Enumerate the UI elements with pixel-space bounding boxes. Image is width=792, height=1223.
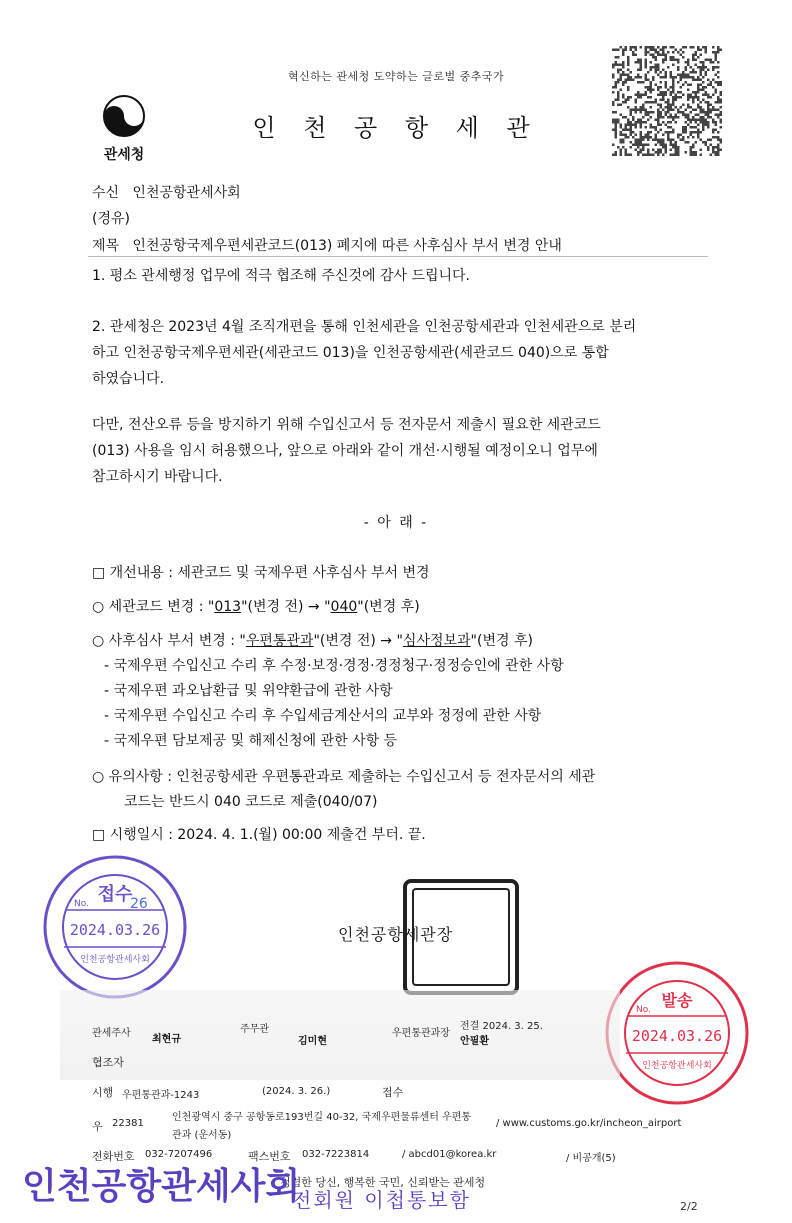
receipt-stamp-no-label: No. [74,899,89,909]
exec-number: 우편통관과-1243 [122,1090,200,1101]
officer-name: 김미현 [298,1036,327,1047]
paragraph-3-line-1: 다만, 전산오류 등을 방지하기 위해 수입신고서 등 전자문서 제출시 필요한 세관코드 [92,417,601,433]
receipt-number: 26 [130,896,148,912]
slogan: 혁신하는 관세청 도약하는 글로벌 중추국가 [287,70,505,83]
fax-label: 팩스번호 [248,1150,291,1163]
item-code-change-mid: "(변경 전) → " [241,599,331,615]
approver-name: 안필환 [460,1036,489,1047]
item-improvement: □ 개선내용 : 세관코드 및 국제우편 사후심사 부서 변경 [92,565,430,581]
paragraph-3-line-3: 참고하시기 바랍니다. [92,469,223,485]
item-dept-change [92,630,533,650]
tel-label: 전화번호 [92,1150,135,1163]
website-url: / www.customs.go.kr/incheon_airport [496,1118,682,1129]
recipient-label: 수신 [92,185,120,201]
paragraph-2-line-3: 하였습니다. [92,371,165,387]
taegeuk-icon [92,88,156,144]
receipt-stamp-org: 인천공항관세사회 [80,955,150,965]
paragraph-2-line-1: 2. 관세청은 2023년 4월 조직개편을 통해 인천세관을 인천공항세관과 인천세관으로 분리 [92,319,637,335]
paragraph-3-line-2: (013) 사용을 임시 허용했으나, 앞으로 아래와 같이 개선·시행될 예정이오니 업무에 [92,443,598,459]
dispatch-stamp-no-label: No. [636,1005,651,1015]
officer-role: 주무관 [240,1024,269,1035]
item-effective-date: □ 시행일시 : 2024. 4. 1.(월) 00:00 제출건 부터. 끝. [92,827,426,843]
recipient-row [92,182,241,202]
receipt-label: 접수 [382,1086,404,1099]
old-code: 013 [214,599,242,615]
recipient: 인천공항관세사회 [132,185,241,201]
item-dept-change-mid: "(변경 전) → " [313,633,403,649]
cooperator-label: 협조자 [92,1056,124,1069]
zip-label: 우 [92,1120,103,1133]
receipt-stamp-label: 접수 [97,884,133,905]
header-divider [88,256,708,257]
dispatch-date: 2024.03.26 [631,1027,723,1045]
new-code: 040 [330,599,358,615]
via-row: (경유) [92,211,130,227]
item-notice-line-1: ○ 유의사항 : 인천공항세관 우편통관과로 제출하는 수입신고서 등 전자문서의 세관 [92,769,596,785]
email: / abcd01@korea.kr [402,1149,497,1160]
disclosure: / 비공개(5) [566,1153,616,1164]
item-code-change [92,596,420,616]
page-number: 2/2 [680,1200,698,1213]
paragraph-2-line-2: 하고 인천공항국제우편세관(세관코드 013)을 인천공항세관(세관코드 040)으로 통합 [92,345,609,361]
sub-item-3: - 국제우편 수입신고 수리 후 수입세금계산서의 교부와 정정에 관한 사항 [104,708,542,724]
subject-row [92,235,562,255]
dispatch-stamp-label: 발송 [661,991,693,1010]
tel-number: 032-7207496 [145,1149,213,1160]
old-dept: 우편통관과 [245,633,314,649]
organization-title: 인 천 공 항 세 관 [252,114,540,142]
sub-item-1: - 국제우편 수입신고 수리 후 수정·보정·경정·경정청구·정정승인에 관한 사항 [104,658,564,674]
item-code-change-suffix: "(변경 후) [357,599,420,615]
qr-code [612,46,722,156]
association-stamp: 인천공항관세사회 [22,1165,301,1207]
new-dept: 심사정보과 [402,633,471,649]
sub-item-2: - 국제우편 과오납환급 및 위약환급에 관한 사항 [104,683,393,699]
sub-item-4: - 국제우편 담보제공 및 해제신청에 관한 사항 등 [104,733,398,749]
exec-label: 시행 [92,1086,114,1099]
drafter-name: 최현규 [152,1034,181,1045]
drafter-role: 관세주사 [92,1028,131,1039]
subject-label: 제목 [92,238,120,254]
subject: 인천공항국제우편세관코드(013) 폐지에 따른 사후심사 부서 변경 안내 [132,238,562,254]
address-line-2: 관과 (운서동) [172,1130,232,1141]
item-code-change-prefix: ○ 세관코드 변경 : " [92,599,215,615]
forward-stamp: 전회원 이첩통보함 [292,1188,471,1212]
address-line-1: 인천광역시 중구 공항동로193번길 40-32, 국제우편물류센터 우편통 [172,1112,472,1123]
item-dept-change-suffix: "(변경 후) [470,633,533,649]
item-dept-change-prefix: ○ 사후심사 부서 변경 : " [92,633,246,649]
approver-role: 우편통관과장 [392,1028,450,1039]
item-notice-line-2: 코드는 반드시 040 코드로 제출(040/07) [124,794,378,810]
sender-name: 인천공항세관장 [338,925,454,944]
paragraph-1: 1. 평소 관세행정 업무에 적극 협조해 주신것에 감사 드립니다. [92,268,470,284]
section-heading: - 아 래 - [363,515,429,531]
motto: 청렴한 당신, 행복한 국민, 신뢰받는 관세청 [280,1176,486,1189]
footer-background [60,990,620,1080]
receipt-date: 2024.03.26 [69,921,161,939]
dispatch-stamp-org: 인천공항관세사회 [642,1061,712,1071]
logo-text: 관세청 [103,147,145,163]
customs-logo [92,88,156,168]
receipt-stamp [40,852,190,1002]
approval-date: 전결 2024. 3. 25. [460,1021,543,1032]
fax-number: 032-7223814 [302,1149,370,1160]
dispatch-stamp [602,958,752,1108]
zip-code: 22381 [112,1118,144,1129]
exec-date: (2024. 3. 26.) [262,1086,331,1097]
